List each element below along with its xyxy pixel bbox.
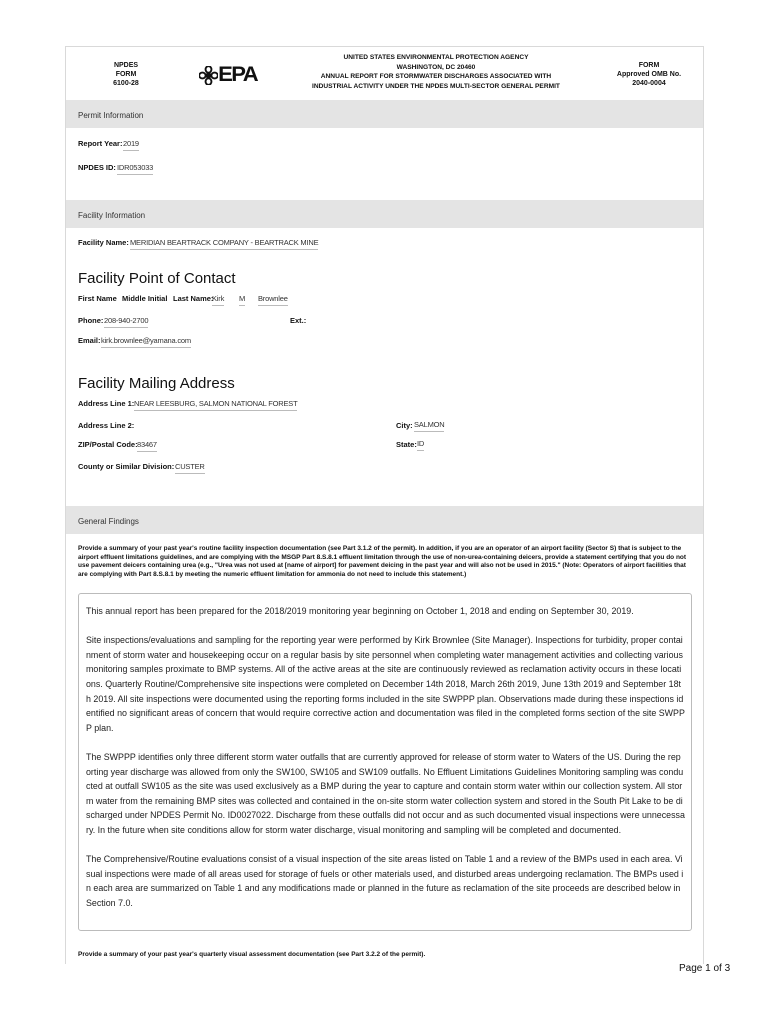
report-year-label: Report Year: bbox=[78, 139, 123, 148]
agency-title bbox=[271, 53, 601, 91]
form-right-line: Approved OMB No. bbox=[616, 71, 682, 78]
middle-initial-label: Middle Initial bbox=[122, 294, 168, 303]
ext-label: Ext.: bbox=[290, 316, 307, 325]
facility-info-section-header: Facility Information bbox=[66, 200, 703, 228]
findings-paragraph: The SWPPP identifies only three different storm water outfalls that are currently approved for release of storm water to Waters of the US. During the reporting year discharge was allowed from only the SW100, SW105 and SW109 outfalls. No Effluent Limitations Guidelines Monitoring sampling was conducted at outfall SW105 as the site was used exclusively as a BMP during the year to capture and contain storm water within our collection system. All storm water from the remaining BMP sites was collected and contained in the on-site storm water collection system and stored in the South Pit Lake to be discharged under NPDES Permit No. ID0027022. Discharge from these outfalls did not occur and as such documented visual inspections were unnecessary. In the future when site conditions allow for storm water discharge, visual monitoring and sampling will be completed and documented. bbox=[86, 751, 685, 835]
middle-initial-field[interactable]: M bbox=[239, 294, 245, 306]
npdes-id-field[interactable]: IDR053033 bbox=[117, 163, 153, 175]
county-label: County or Similar Division: bbox=[78, 462, 175, 471]
permit-info-section-header: Permit Information bbox=[66, 100, 703, 128]
point-of-contact-title: Facility Point of Contact bbox=[78, 270, 236, 287]
address-line1-field[interactable]: NEAR LEESBURG, SALMON NATIONAL FOREST bbox=[134, 399, 297, 411]
form-header bbox=[66, 47, 703, 99]
epa-logo bbox=[199, 64, 256, 86]
findings-paragraph: The Comprehensive/Routine evaluations consist of a visual inspection of the site areas listed on Table 1 and a review of the BMPs used in each area. Visual inspections were made of all areas used for storage of fuels or other materials used, and disturbed areas undergoing reclamation. The BMPs used in each area are summarized on Table 1 and any modifications made or planned in the future as reclamation of the site proceeds are described below in Section 7.0. bbox=[86, 854, 684, 908]
epa-logo-text: EPA bbox=[218, 63, 258, 86]
last-name-label: Last Name: bbox=[173, 294, 214, 303]
form-right-line: 2040-0004 bbox=[632, 80, 666, 87]
agency-line: WASHINGTON, DC 20460 bbox=[396, 63, 476, 71]
first-name-label: First Name bbox=[78, 294, 117, 303]
form-left-line: NPDES bbox=[113, 62, 139, 69]
agency-line: ANNUAL REPORT FOR STORMWATER DISCHARGES ASSOCIATED WITH bbox=[320, 73, 552, 80]
form-left-line: FORM bbox=[115, 71, 137, 78]
findings-paragraph: Site inspections/evaluations and sampling for the reporting year were performed by Kirk Brownlee (Site Manager). Inspections for turbidity, proper containment of storm water and housekeeping occur on a regular basis by site personnel when completing water management activities and collecting various monitoring samples proximate to BMP systems. All of the active areas at the site are continuously reviewed as reclamation activity occurs in these locations. Quarterly Routine/Comprehensive site inspections were completed on December 14th 2018, March 26th 2019, June 13th 2019 and September 18th 2019. All site inspections were documented using the reporting forms included in the site SWPPP plan. Observations made during these inspections identified no significant areas of concern that would require corrective action and documentation was filed in the completed forms section of the site SWPPP plan. bbox=[86, 635, 685, 733]
address-line2-label: Address Line 2: bbox=[78, 421, 135, 430]
state-field[interactable]: ID bbox=[417, 439, 424, 451]
quarterly-assessment-instructions: Provide a summary of your past year's quarterly visual assessment documentation (see Part 3.2.2 of the permit). bbox=[78, 951, 426, 958]
mailing-address-title: Facility Mailing Address bbox=[78, 375, 235, 392]
form-approval-right bbox=[594, 61, 704, 88]
first-name-field[interactable]: Kirk bbox=[212, 294, 224, 306]
zip-field[interactable]: 83467 bbox=[137, 440, 157, 452]
facility-name-field[interactable]: MERIDIAN BEARTRACK COMPANY - BEARTRACK MINE bbox=[130, 238, 318, 250]
form-left-line: 6100-28 bbox=[113, 80, 139, 87]
agency-line: UNITED STATES ENVIRONMENTAL PROTECTION AGENCY bbox=[343, 54, 529, 61]
email-label: Email: bbox=[78, 336, 101, 345]
email-field[interactable]: kirk.brownlee@yamana.com bbox=[101, 336, 191, 348]
city-field[interactable]: SALMON bbox=[414, 420, 444, 432]
county-field[interactable]: CUSTER bbox=[175, 462, 205, 474]
general-findings-section-header: General Findings bbox=[66, 506, 703, 534]
findings-summary-textarea[interactable] bbox=[78, 593, 692, 931]
facility-name-label: Facility Name: bbox=[78, 238, 129, 247]
address-line1-label: Address Line 1: bbox=[78, 399, 135, 408]
city-label: City: bbox=[396, 421, 413, 430]
form-number-left bbox=[66, 61, 186, 88]
state-label: State: bbox=[396, 440, 417, 449]
form-right-line: FORM bbox=[638, 62, 660, 69]
phone-field[interactable]: 208-940-2700 bbox=[104, 316, 148, 328]
findings-paragraph: This annual report has been prepared for the 2018/2019 monitoring year beginning on October 1, 2018 and ending on September 30, 2019. bbox=[86, 606, 634, 616]
epa-flower-icon bbox=[199, 66, 218, 85]
npdes-id-label: NPDES ID: bbox=[78, 163, 116, 172]
phone-label: Phone: bbox=[78, 316, 104, 325]
last-name-field[interactable]: Brownlee bbox=[258, 294, 288, 306]
page-number: Page 1 of 3 bbox=[679, 963, 731, 974]
report-year-field[interactable]: 2019 bbox=[123, 139, 139, 151]
agency-line: INDUSTRIAL ACTIVITY UNDER THE NPDES MULTI-SECTOR GENERAL PERMIT bbox=[312, 82, 560, 90]
zip-label: ZIP/Postal Code: bbox=[78, 440, 138, 449]
findings-instructions: Provide a summary of your past year's routine facility inspection documentation (see Part 3.1.2 of the permit). In addition, if you are an operator of an airport facility (Sector S) that is subject to the airport effluent limitations guidelines, and are complying with the MSGP Part 8.S.8.1 effluent limitation through the use of non-urea-containing deicers, provide a statement certifying that you do not use pavement deicers containing urea (e.g., "Urea was not used at [name of airport] for pavement deicing in the past year and will also not be used in 2015." (Note: Operators of airport facilities that are complying with Part 8.S.8.1 by meeting the numeric effluent limitation for ammonia do not need to include this statement.) bbox=[78, 545, 687, 578]
